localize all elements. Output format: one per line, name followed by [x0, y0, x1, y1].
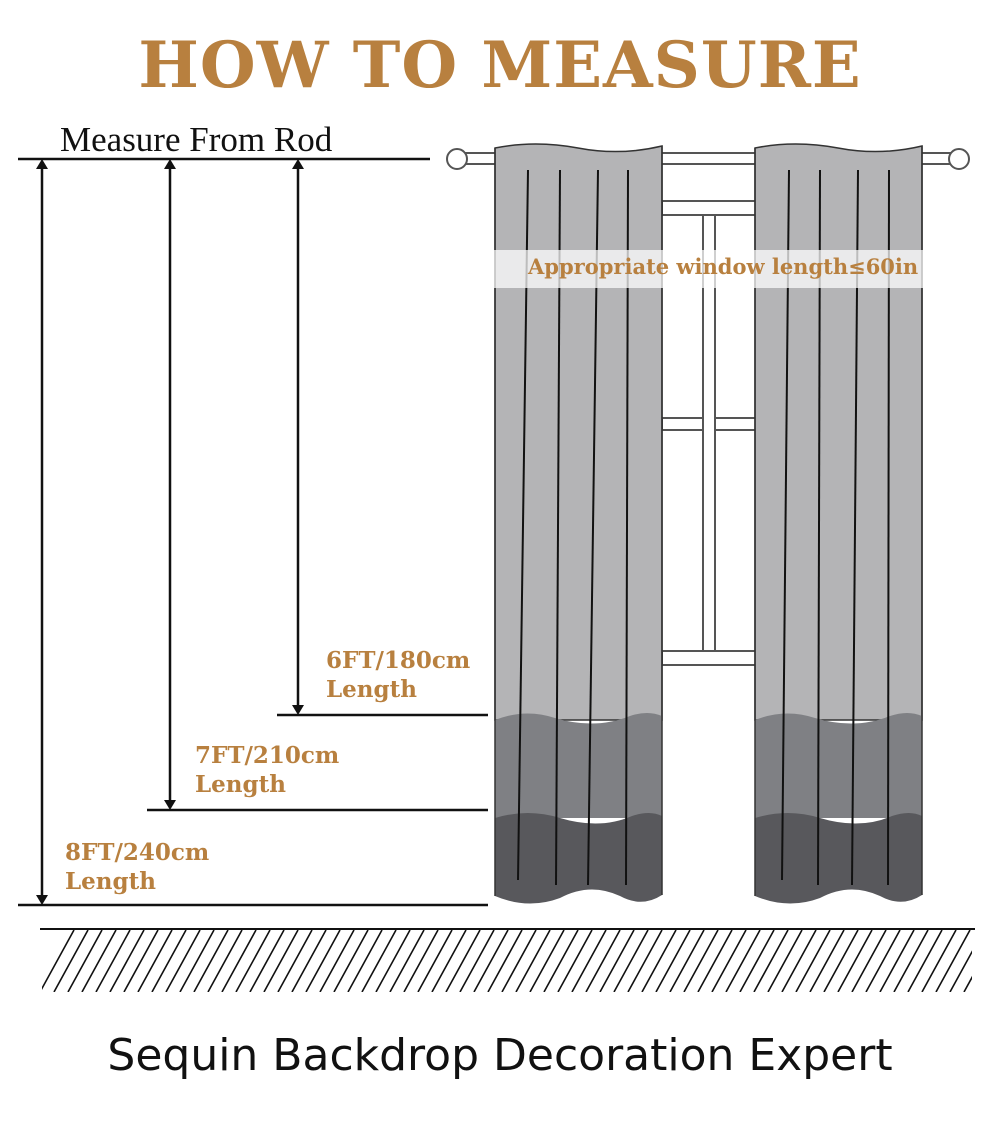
floor-hatch-line [152, 930, 186, 992]
length-label-7ft [195, 741, 339, 799]
floor-hatch-line [838, 930, 872, 992]
floor-hatch-line [264, 930, 298, 992]
floor-hatch-line [474, 930, 508, 992]
floor-hatch-line [362, 930, 396, 992]
floor-hatch-line [96, 930, 130, 992]
floor-hatch-line [40, 930, 74, 992]
floor-hatch-line [124, 930, 158, 992]
floor-hatch-line [516, 930, 550, 992]
floor-hatch-line [880, 930, 914, 992]
floor-hatch-line [278, 930, 312, 992]
floor-hatch-line [348, 930, 382, 992]
floor-hatch-line [684, 930, 718, 992]
floor-hatch-line [376, 930, 410, 992]
floor-hatch-line [642, 930, 676, 992]
floor-hatch-line [558, 930, 592, 992]
floor-hatch-line [54, 930, 88, 992]
footer-brand-text: Sequin Backdrop Decoration Expert [107, 1030, 893, 1081]
floor-hatch-line [82, 930, 116, 992]
floor-hatch-line [236, 930, 270, 992]
rod-finial-left [447, 149, 467, 169]
floor-hatch-line [866, 930, 900, 992]
floor [40, 929, 1000, 992]
rod-finial-right [949, 149, 969, 169]
floor-hatch-line [194, 930, 228, 992]
floor-hatch-line [208, 930, 242, 992]
floor-hatch-line [446, 930, 480, 992]
floor-hatch-line [978, 930, 1000, 992]
floor-hatch-line [306, 930, 340, 992]
floor-hatch-line [810, 930, 844, 992]
floor-hatch-line [586, 930, 620, 992]
floor-hatch-line [908, 930, 942, 992]
floor-hatch-line [894, 930, 928, 992]
floor-hatch-line [670, 930, 704, 992]
floor-hatch-line [180, 930, 214, 992]
floor-hatch-line [166, 930, 200, 992]
floor-hatch-line [418, 930, 452, 992]
floor-hatch-line [544, 930, 578, 992]
floor-hatch-line [138, 930, 172, 992]
floor-hatch-line [390, 930, 424, 992]
floor-hatch-line [922, 930, 956, 992]
floor-hatch-line [824, 930, 858, 992]
length-word-8ft: Length [65, 868, 156, 895]
floor-hatch-line [628, 930, 662, 992]
floor-hatch-line [936, 930, 970, 992]
floor-hatch-line [656, 930, 690, 992]
floor-hatch-line [334, 930, 368, 992]
floor-hatch-line [68, 930, 102, 992]
floor-hatch-line [698, 930, 732, 992]
floor-hatch-line [530, 930, 564, 992]
length-size-6ft: 6FT/180cm [326, 647, 471, 674]
floor-hatch-line [250, 930, 284, 992]
window-length-note: Appropriate window length≤60in [528, 254, 919, 279]
length-word-6ft: Length [326, 676, 417, 703]
length-size-8ft: 8FT/240cm [65, 839, 210, 866]
floor-hatch-line [572, 930, 606, 992]
length-word-7ft: Length [195, 771, 286, 798]
floor-hatch-line [502, 930, 536, 992]
floor-hatch-line [110, 930, 144, 992]
floor-hatch-line [992, 930, 1000, 992]
floor-hatch-line [796, 930, 830, 992]
floor-hatch-line [740, 930, 774, 992]
floor-hatch-line [754, 930, 788, 992]
floor-hatch-line [964, 930, 998, 992]
floor-hatch-line [404, 930, 438, 992]
floor-hatch-line [600, 930, 634, 992]
floor-hatch-line [488, 930, 522, 992]
floor-hatch-line [432, 930, 466, 992]
length-label-8ft [65, 838, 209, 896]
floor-hatch-line [726, 930, 760, 992]
floor-hatch-line [614, 930, 648, 992]
floor-hatch-line [320, 930, 354, 992]
floor-hatch-line [852, 930, 886, 992]
floor-hatch-line [292, 930, 326, 992]
length-size-7ft: 7FT/210cm [195, 742, 340, 769]
floor-hatch-line [222, 930, 256, 992]
page-title: HOW TO MEASURE [138, 28, 862, 103]
floor-hatch-line [950, 930, 984, 992]
floor-hatch-line [782, 930, 816, 992]
measure-from-rod-label: Measure From Rod [60, 120, 333, 159]
length-label-6ft [326, 646, 470, 704]
floor-hatch-line [712, 930, 746, 992]
floor-hatch-line [768, 930, 802, 992]
floor-hatch-line [460, 930, 494, 992]
